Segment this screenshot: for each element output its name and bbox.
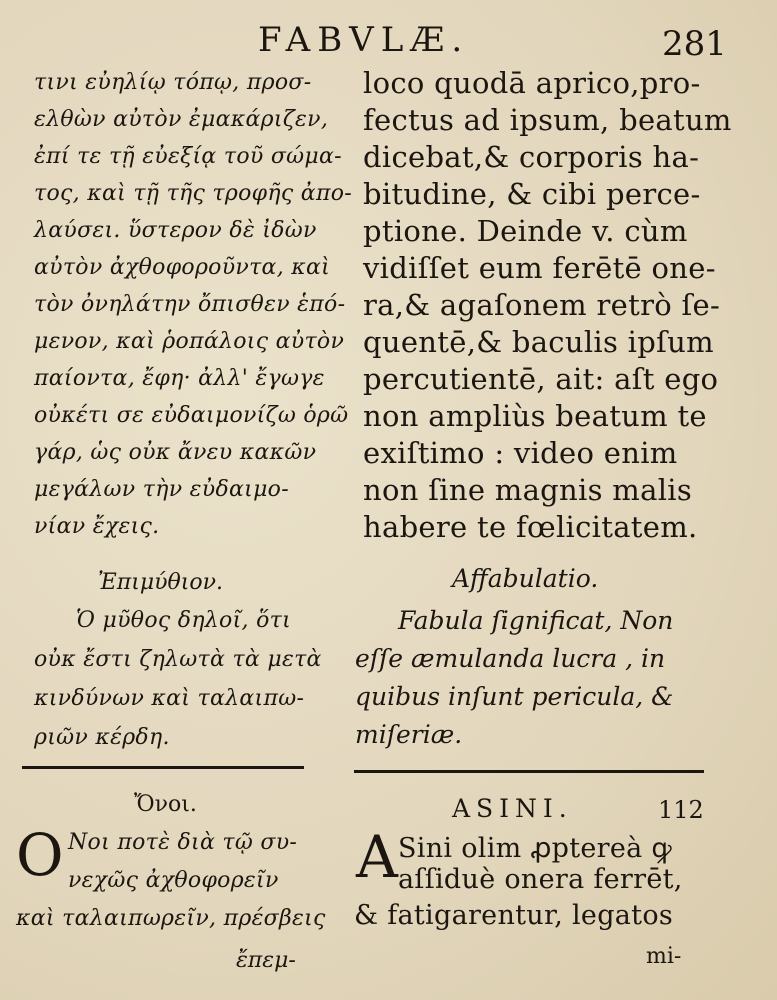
latin-line: quentē,& baculis ipſum — [363, 325, 714, 359]
greek-next-line: νεχῶς ἀχθοφορεῖν — [68, 868, 279, 893]
dropcap-greek: Ο — [16, 821, 64, 889]
greek-line: αὐτὸν ἀχθοφοροῦντα, καὶ — [34, 255, 331, 280]
next-fable-title-latin: ASINI. — [452, 794, 573, 823]
latin-line: dicebat,& corporis ha- — [363, 140, 700, 174]
latin-moral-line: quibus inſunt pericula, & — [355, 682, 674, 711]
latin-line: fectus ad ipsum, beatum — [363, 103, 732, 137]
greek-next-line: καὶ ταλαιπωρεῖν, πρέσβεις — [16, 906, 326, 931]
dropcap-latin: A — [356, 823, 398, 891]
latin-line: non ſine magnis malis — [363, 473, 693, 507]
greek-line: μενον, καὶ ῥοπάλοις αὐτὸν — [34, 329, 345, 354]
latin-line: habere te fœlicitatem. — [363, 510, 698, 544]
latin-moral-line: Fabula ſignificat, Non — [398, 606, 674, 635]
next-fable-number: 112 — [658, 796, 704, 824]
right-divider-rule — [354, 770, 704, 773]
next-fable-title-greek: Ὄνοι. — [134, 792, 197, 817]
greek-line: νίαν ἔχεις. — [34, 514, 160, 539]
greek-line: γάρ, ὡς οὐκ ἄνευ κακῶν — [34, 440, 317, 465]
greek-moral-line: κινδύνων καὶ ταλαιπω- — [34, 686, 305, 711]
greek-line: τινι εὐηλίῳ τόπῳ, προσ- — [34, 70, 312, 95]
latin-line: exiſtimo : video enim — [363, 436, 678, 470]
greek-line: μεγάλων τὴν εὐδαιμο- — [34, 477, 289, 502]
affabulatio-heading: Affabulatio. — [452, 564, 599, 593]
latin-next-line: & fatigarentur, legatos — [354, 900, 674, 931]
greek-moral-line: Ὁ μῦθος δηλοῖ, ὅτι — [76, 608, 292, 633]
greek-line: τὸν ὀνηλάτην ὄπισθεν ἑπό- — [34, 292, 346, 317]
greek-line: λαύσει. ὕστερον δὲ ἰδὼν — [34, 218, 317, 243]
latin-moral-line: miſeriæ. — [355, 720, 463, 749]
greek-line: οὐκέτι σε εὐδαιμονίζω ὁρῶ — [34, 403, 349, 428]
latin-next-line: Sini olim ꝓptereà ꝙ — [398, 833, 673, 864]
greek-moral-line: ριῶν κέρδη. — [34, 725, 170, 750]
running-title: FABVLÆ. — [258, 20, 470, 60]
latin-next-line: aſſiduè onera ferrēt, — [398, 864, 683, 895]
greek-line: ἐπί τε τῇ εὐεξίᾳ τοῦ σώμα- — [34, 144, 342, 169]
latin-line: ptione. Deinde v. cùm — [363, 214, 688, 248]
page-number: 281 — [662, 24, 727, 64]
latin-line: loco quodā aprico,pro- — [363, 66, 701, 100]
greek-line: ελθὼν αὐτὸν ἐμακάριζεν, — [34, 107, 329, 132]
epimythion-heading: Ἐπιμύθιον. — [98, 570, 224, 595]
greek-moral-line: οὐκ ἔστι ζηλωτὰ τὰ μετὰ — [34, 647, 322, 672]
catchword-greek: ἔπεμ- — [236, 948, 296, 973]
latin-line: percutientē, ait: aſt ego — [363, 362, 719, 396]
latin-line: bitudine, & cibi perce- — [363, 177, 701, 211]
latin-line: non ampliùs beatum te — [363, 399, 707, 433]
greek-next-line: Νοι ποτὲ διὰ τῷ συ- — [68, 830, 298, 855]
latin-moral-line: eſſe æmulanda lucra , in — [355, 644, 666, 673]
greek-line: παίοντα, ἔφη· ἀλλ' ἔγωγε — [34, 366, 325, 391]
left-divider-rule — [22, 766, 304, 769]
catchword-latin: mi- — [646, 944, 682, 969]
greek-line: τος, καὶ τῇ τῆς τροφῆς ἀπο- — [34, 181, 352, 206]
latin-line: ra,& agaſonem retrò ſe- — [363, 288, 721, 322]
latin-line: vidiſſet eum ferētē one- — [363, 251, 716, 285]
